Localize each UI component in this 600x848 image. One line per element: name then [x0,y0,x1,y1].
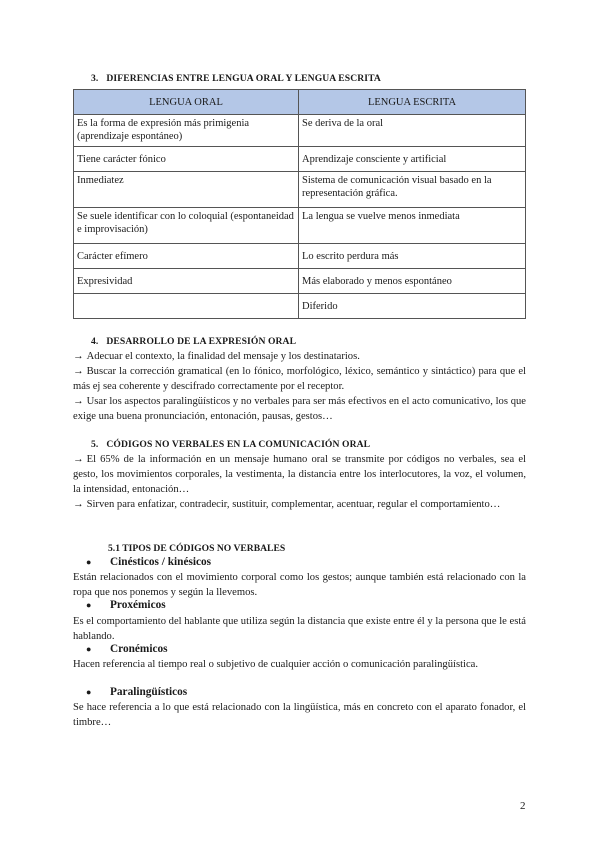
arrow-icon: → [73,351,84,362]
table-cell: Tiene carácter fónico [74,147,299,172]
table-row [74,294,526,319]
list-item: → Usar los aspectos paralingüísticos y no verbales para ser más efectivos en el acto comunicativo, los que exige una buena pronunciación, entonación, pausas, gestos… [73,396,526,422]
table-row [74,269,526,294]
section-3-heading: 3. DIFERENCIAS ENTRE LENGUA ORAL Y LENGUA ESCRITA [91,73,381,84]
table-cell: Carácter efímero [74,244,299,269]
type-heading: ● Cinésticos / kinésicos [86,556,212,568]
type-heading: ● Proxémicos [86,599,166,611]
bullet-icon: ● [86,600,92,610]
table-row [74,172,526,208]
table-cell: Diferido [299,294,526,319]
table-cell: Inmediatez [74,172,299,208]
type-description: Se hace referencia a lo que está relacionado con la lingüística, más en concreto con el aparato fonador, el timbre… [73,702,526,728]
table-row [74,115,526,147]
bullet-icon: ● [86,644,92,654]
list-item: → El 65% de la información en un mensaje humano oral se transmite por códigos no verbales, sea el gesto, los movimientos corporales, la vestimenta, la distancia entre los interlocutores, la voz, el volumen, la intensidad, entonación… [73,454,526,495]
table-cell: Sistema de comunicación visual basado en la representación gráfica. [299,172,526,208]
subsection-5-1-heading: 5.1 TIPOS DE CÓDIGOS NO VERBALES [108,543,286,554]
table-row [74,208,526,244]
arrow-icon: → [73,454,84,465]
bullet-icon: ● [86,557,92,567]
arrow-icon: → [73,396,84,407]
column-header-escrita: LENGUA ESCRITA [299,90,526,115]
table-cell: Se deriva de la oral [299,115,526,147]
list-item: → Sirven para enfatizar, contradecir, sustituir, complementar, acentuar, regular el comportamiento… [73,499,501,510]
table-cell: Lo escrito perdura más [299,244,526,269]
table-header-row [74,90,526,115]
table-cell: La lengua se vuelve menos inmediata [299,208,526,244]
table-cell [74,294,299,319]
table-cell: Es la forma de expresión más primigenia (aprendizaje espontáneo) [74,115,299,147]
type-heading: ● Paralingüísticos [86,686,188,698]
column-header-oral: LENGUA ORAL [74,90,299,115]
type-heading: ● Cronémicos [86,643,168,655]
table-cell: Expresividad [74,269,299,294]
bullet-icon: ● [86,687,92,697]
list-item: → Adecuar el contexto, la finalidad del mensaje y los destinatarios. [73,351,360,362]
list-item: → Buscar la corrección gramatical (en lo fónico, morfológico, léxico, semántico y sintáctico) para que el más ej sea coherente y descifrado correctamente por el receptor. [73,366,526,392]
arrow-icon: → [73,366,84,377]
table-row [74,244,526,269]
section-5-heading: 5. CÓDIGOS NO VERBALES EN LA COMUNICACIÓN ORAL [91,439,371,450]
table-cell: Se suele identificar con lo coloquial (espontaneidad e improvisación) [74,208,299,244]
page-number: 2 [520,800,526,812]
table-row [74,147,526,172]
section-4-heading: 4. DESARROLLO DE LA EXPRESIÓN ORAL [91,336,297,347]
type-description: Están relacionados con el movimiento corporal como los gestos; aunque también está relacionado con la ropa que nos ponemos y según la llevemos. [73,572,526,598]
table-cell: Aprendizaje consciente y artificial [299,147,526,172]
type-description: Hacen referencia al tiempo real o subjetivo de cualquier acción o comunicación paralingüística. [73,659,479,670]
arrow-icon: → [73,499,84,510]
table-cell: Más elaborado y menos espontáneo [299,269,526,294]
section-4-body [73,349,526,424]
type-description: Es el comportamiento del hablante que utiliza según la distancia que existe entre él y la persona que le está hablando. [73,616,526,642]
section-5-body [73,452,526,512]
comparison-table [73,89,526,319]
